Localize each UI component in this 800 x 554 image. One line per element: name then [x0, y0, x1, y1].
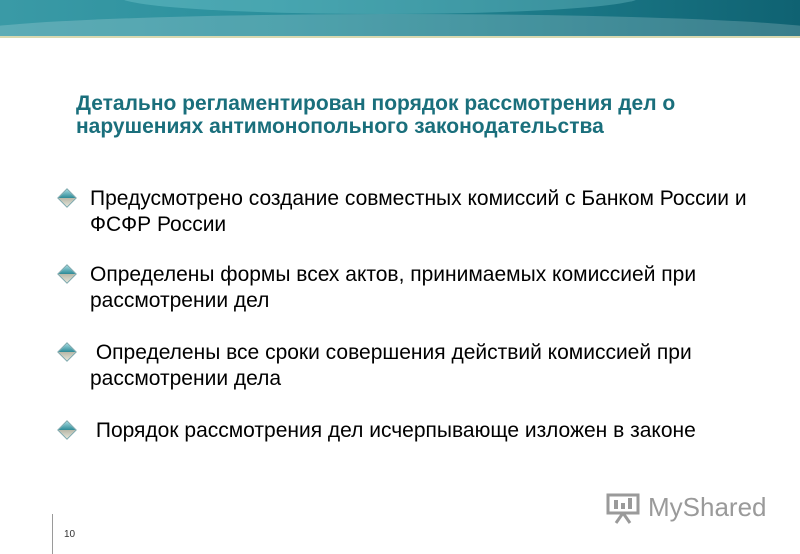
bullet-text: Предусмотрено создание совместных комиссий с Банком России и ФСФР России [90, 187, 747, 236]
bullet-item [56, 262, 756, 314]
diamond-bullet-icon [57, 342, 77, 362]
band-highlight [120, 0, 640, 14]
myshared-watermark [606, 490, 776, 526]
bullet-text: Определены все сроки совершения действий комиссией при рассмотрении дела [90, 341, 698, 390]
bullet-item [56, 340, 756, 392]
footer-divider [52, 514, 53, 554]
presentation-board-icon [606, 492, 642, 524]
diamond-bullet-icon [57, 188, 77, 208]
bullet-text: Определены формы всех актов, принимаемых комиссией при рассмотрении дел [90, 263, 697, 312]
page-number: 10 [64, 529, 76, 540]
band-sheen [0, 14, 800, 36]
header-divider [0, 36, 800, 38]
bullet-item [56, 186, 756, 238]
bullet-text: Порядок рассмотрения дел исчерпывающе изложен в законе [90, 419, 696, 442]
bullet-item [56, 418, 696, 444]
diamond-bullet-icon [57, 264, 77, 284]
header-band [0, 0, 800, 36]
diamond-bullet-icon [57, 420, 77, 440]
watermark-text: MyShared [648, 492, 767, 522]
slide-heading: Детально регламентирован порядок рассмотрения дел о нарушениях антимонопольного законодательства [76, 92, 676, 138]
